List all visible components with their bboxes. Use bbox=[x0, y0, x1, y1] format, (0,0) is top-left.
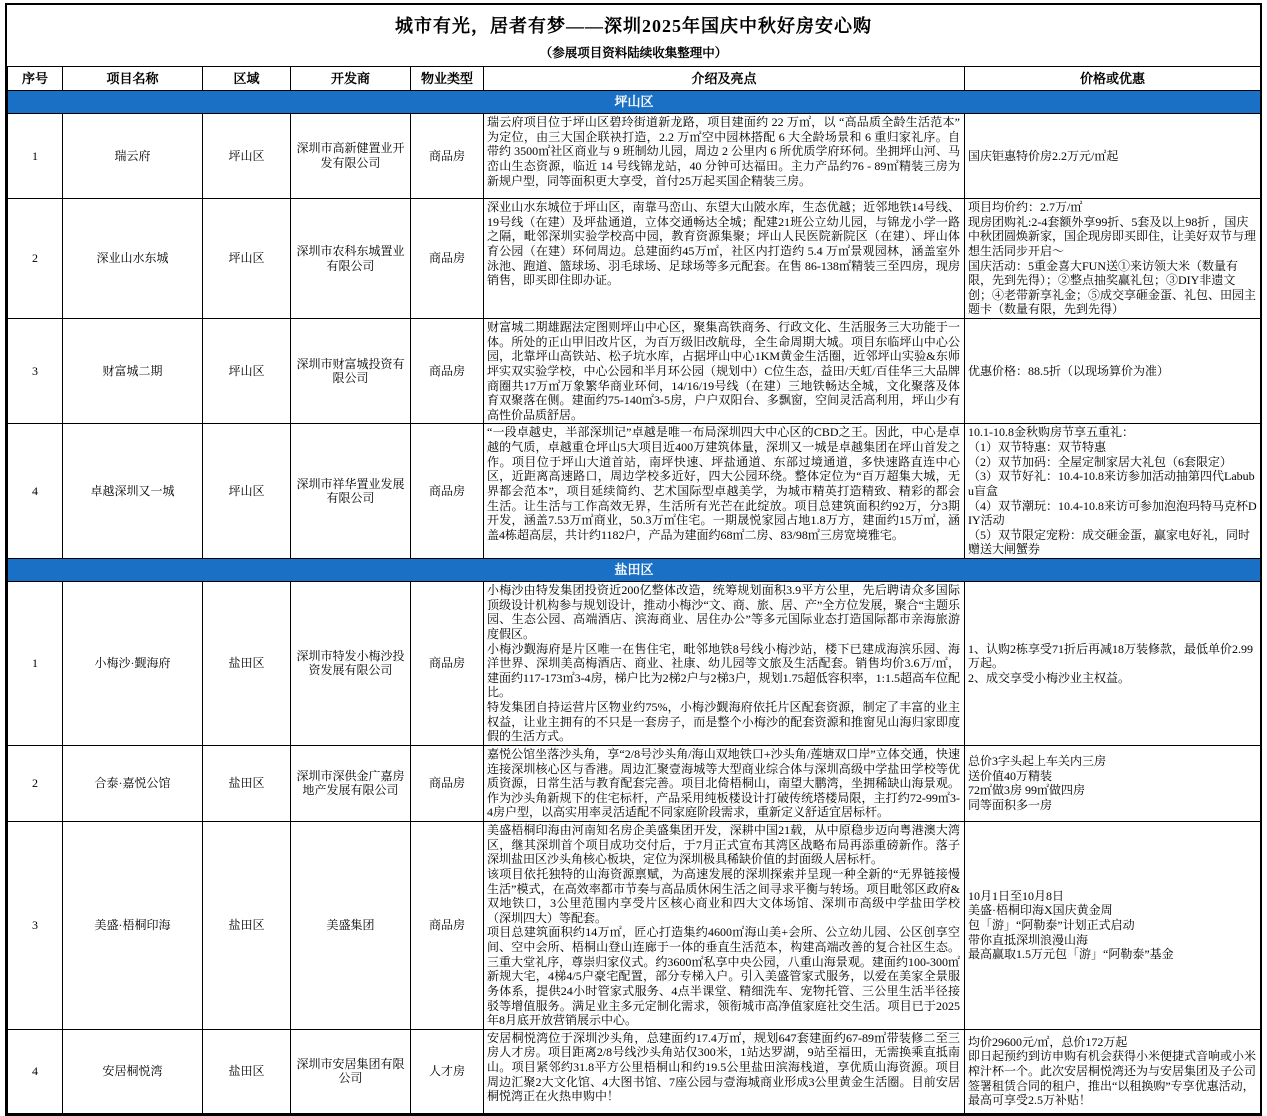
section-title: 盐田区 bbox=[8, 559, 1261, 582]
cell-no: 4 bbox=[8, 424, 63, 559]
cell-intro-paragraph: 深业山水东城位于坪山区，南靠马峦山、东望大山陂水库，生态优越；近邻地铁14号线、19号线（在建）及坪盐通道，立体交通畅达全城；配建21班公立幼儿园，与锦龙小学一路之隔，毗邻深圳实验学校高中园，教育资源集聚；坪山人民医院新院区（在建）、坪山体育公园（在建）环伺周边。总建面约45万㎡，社区内打造约 5.4 万㎡景观园林，涵盖室外泳池、跑道、篮球场、羽毛球场、足球场等多元配套。在售 86-138㎡精装三至四房，现房销售，即买即住即办证。 bbox=[487, 200, 960, 288]
cell-project: 财富城二期 bbox=[63, 319, 203, 424]
cell-project: 美盛·梧桐印海 bbox=[63, 822, 203, 1030]
cell-price-paragraph: 10月1日至10月8日 bbox=[968, 888, 1065, 903]
table-row bbox=[8, 822, 1261, 1030]
column-header-price: 价格或优惠 bbox=[965, 67, 1261, 91]
cell-intro-paragraph: 美盛梧桐印海由河南知名房企美盛集团开发，深耕中国21载，从中原稳步迈向粤港澳大湾区，继其深圳首个项目成功交付后，于7月正式宣布其湾区战略布局再添重磅新作。落子深圳盐田区沙头角核心板块，定位为深圳极具稀缺价值的封面级人居标杆。 bbox=[487, 823, 960, 867]
cell-price-paragraph: 现房团购礼:2-4套额外享99折、5套及以上98折 ，国庆中秋团圆焕新家，国企现房即买即住，让美好双节与理想生活同步开启～ bbox=[968, 214, 1257, 258]
cell-no: 1 bbox=[8, 114, 63, 199]
cell-type: 商品房 bbox=[411, 424, 484, 559]
cell-no: 4 bbox=[8, 1029, 63, 1113]
column-header-no: 序号 bbox=[8, 67, 63, 91]
cell-project: 瑞云府 bbox=[63, 114, 203, 199]
cell-price-paragraph: （5）双节限定宠粉：成交砸金蛋，赢家电好礼，同时赠送大闸蟹券 bbox=[968, 527, 1251, 557]
cell-district: 坪山区 bbox=[203, 199, 291, 319]
cell-developer: 深圳市祥华置业发展有限公司 bbox=[291, 424, 411, 559]
cell-intro bbox=[484, 424, 965, 559]
cell-price-paragraph: 送价值40万精装 bbox=[968, 768, 1053, 783]
cell-type: 商品房 bbox=[411, 319, 484, 424]
cell-price-paragraph: 10.1-10.8金秋购房节享五重礼： bbox=[968, 425, 1134, 440]
cell-price-paragraph: 项目均价约：2.7万/㎡ bbox=[968, 200, 1083, 214]
cell-price-paragraph: （2）双节加码：全屋定制家居大礼包（6套限定） bbox=[968, 454, 1233, 469]
cell-district: 盐田区 bbox=[203, 582, 291, 746]
table-row bbox=[8, 114, 1261, 199]
document-page bbox=[5, 3, 1262, 1116]
cell-price-paragraph: （4）双节潮玩：10.4-10.8来访可参加泡泡玛特马克杯DIY活动 bbox=[968, 498, 1257, 528]
cell-price-paragraph: （3）双节好礼：10.4-10.8来访参加活动抽第四代Labubu盲盒 bbox=[968, 469, 1255, 498]
cell-price bbox=[965, 582, 1261, 746]
cell-intro-paragraph: 项目总建筑面积约14万㎡，匠心打造集约4600㎡海山美+会所、公立幼儿园、公区创享空间、空中会所、梧桐山登山连廊于一体的垂直生活范本，构建高端改善的复合社区生态。三重大堂礼序，尊崇归家仪式。约3600㎡私享中央公园，八重山海景观。建面约100-300㎡新规大宅，4梯4/5户豪宅配置，部分专梯入户。引入美盛管家式服务，以爱在美家全景服务体系，提供24小时管家式服务、4点半课堂、精细洗车、宠物托管、三公里生活半径接驳等增值服务。满足业主多元定制化需求，领衔城市高净值家庭社交生活。项目已于2025年8月底开放营销展示中心。 bbox=[487, 925, 960, 1028]
cell-intro-paragraph: 该项目依托独特的山海资源禀赋，为高速发展的深圳探索并呈现一种全新的“无界链接慢生活”模式，在高效率都市节奏与高品质休闲生活之间寻求平衡与转场。项目毗邻区政府&双地铁口，3公里范围内享受片区核心商业和四大文体场馆、深圳市高级中学盐田学校（深圳四大）等配套。 bbox=[487, 866, 960, 925]
cell-price bbox=[965, 319, 1261, 424]
column-header-project: 项目名称 bbox=[63, 67, 203, 91]
cell-price-paragraph: 最高赢取1.5万元包「游」“阿勒泰”基金 bbox=[968, 947, 1174, 962]
page-title: 城市有光，居者有梦——深圳2025年国庆中秋好房安心购 bbox=[395, 16, 872, 36]
cell-intro bbox=[484, 745, 965, 821]
cell-type: 商品房 bbox=[411, 822, 484, 1030]
cell-project: 合泰·嘉悦公馆 bbox=[63, 745, 203, 821]
section-band bbox=[8, 91, 1261, 114]
cell-type: 商品房 bbox=[411, 114, 484, 199]
cell-price-paragraph: 美盛·梧桐印海X国庆黄金周 bbox=[968, 903, 1113, 918]
table-row bbox=[8, 319, 1261, 424]
cell-price-paragraph: 国庆活动：5重金喜大FUN送①来访领大米（数量有限，先到先得）；②整点抽奖赢礼包；③DIY非遗文创；④老带新享礼金；⑤成交享砸金蛋、礼包、田园主题卡（数量有限，先到先得） bbox=[968, 258, 1257, 317]
cell-no: 3 bbox=[8, 822, 63, 1030]
table-row bbox=[8, 582, 1261, 746]
cell-intro-paragraph: 财富城二期雄踞法定图则坪山中心区，聚集高铁商务、行政文化、生活服务三大功能于一体。所处的正山甲旧改片区，为百万级旧改航母，全生命周期大城。项目东临坪山中心公园，北靠坪山高铁站、松子坑水库，占据坪山中心1KM黄金生活圈，近邻坪山实验&东师坪实双实验学校，中心公园和半月环公园（规划中）C位生态，益田/天虹/百佳华三大品牌商圈共17万㎡万象繁华商业环伺，14/16/19号线（在建）三地铁畅达全城，文化聚落及体育双聚落在侧。建面约75-140㎡3-5房，户户双阳台、多飘窗，空间灵活高利用，坪山少有高性价品质舒居。 bbox=[487, 320, 960, 422]
cell-intro bbox=[484, 199, 965, 319]
cell-intro-paragraph: 嘉悦公馆坐落沙头角，享“2/8号沙头角/海山双地铁口+沙头角/莲塘双口岸”立体交通，快速连接深圳核心区与香港。周边汇聚壹海城等大型商业综合体与深圳高级中学盐田学校等优质资源，日常生活与教育配套完善。项目北倚梧桐山，南望大鹏湾，坐拥稀缺山海景观。作为沙头角新规下的住宅标杆，产品采用纯板楼设计打破传统塔楼局限，主打约72-99㎡3-4房户型，以高实用率灵活适配不同家庭阶段需求，重新定义舒适宜居标杆。 bbox=[487, 746, 960, 820]
cell-district: 盐田区 bbox=[203, 745, 291, 821]
cell-developer: 美盛集团 bbox=[291, 822, 411, 1030]
cell-no: 2 bbox=[8, 199, 63, 319]
cell-intro bbox=[484, 582, 965, 746]
cell-developer: 深圳市特发小梅沙投资发展有限公司 bbox=[291, 582, 411, 746]
cell-type: 人才房 bbox=[411, 1029, 484, 1113]
table-row bbox=[8, 745, 1261, 821]
cell-price-paragraph: 同等面积多一房 bbox=[968, 798, 1053, 813]
cell-price-paragraph: 优惠价格：88.5折（以现场算价为准） bbox=[968, 363, 1170, 378]
section-title: 坪山区 bbox=[8, 91, 1261, 114]
cell-price-paragraph: 即日起预约到访申购有机会获得小米便捷式音响或小米榨汁杯一个。此次安居桐悦湾还为与安居集团及子公司签署租赁合同的租户，推出“以租换购”专享优惠活动，最高可享受2.5万补贴！ bbox=[968, 1049, 1257, 1108]
column-header-intro: 介绍及亮点 bbox=[484, 67, 965, 91]
cell-no: 2 bbox=[8, 745, 63, 821]
table-row bbox=[8, 1029, 1261, 1113]
cell-intro bbox=[484, 114, 965, 199]
cell-type: 商品房 bbox=[411, 745, 484, 821]
cell-intro bbox=[484, 319, 965, 424]
table-row bbox=[8, 199, 1261, 319]
cell-price-paragraph: 总价3字头起上车关内三房 bbox=[968, 754, 1107, 769]
cell-price-paragraph: （1）双节特惠：双节特惠 bbox=[968, 440, 1107, 454]
section-band bbox=[8, 559, 1261, 582]
cell-developer: 深圳市深供金广嘉房地产发展有限公司 bbox=[291, 745, 411, 821]
cell-price-paragraph: 1、认购2栋享受71折后再减18万装修款，最低单价2.99万起。 bbox=[968, 641, 1254, 671]
cell-district: 盐田区 bbox=[203, 822, 291, 1030]
cell-district: 盐田区 bbox=[203, 1029, 291, 1113]
cell-price bbox=[965, 822, 1261, 1030]
cell-price bbox=[965, 1029, 1261, 1113]
column-header-district: 区域 bbox=[203, 67, 291, 91]
cell-developer: 深圳市农科东城置业有限公司 bbox=[291, 199, 411, 319]
cell-district: 坪山区 bbox=[203, 424, 291, 559]
cell-price bbox=[965, 114, 1261, 199]
cell-project: 安居桐悦湾 bbox=[63, 1029, 203, 1113]
cell-district: 坪山区 bbox=[203, 319, 291, 424]
cell-price bbox=[965, 745, 1261, 821]
cell-intro-paragraph: “一段卓越史，半部深圳记”卓越是唯一布局深圳四大中心区的CBD之王。因此，中心是卓越的气质，卓越重仓坪山5大项目近400万建筑体量，深圳又一城是卓越集团在坪山首发之作。项目位于坪山大道首站，南坪快速、坪盐通道、东部过境通道，多快速路直连中心区，近距离高速路口，周边学校多近好，四大公园环绕。整体定位为“百万超集大城，无界都会范本”，项目延续简约、艺术国际型卓越美学，为城市精英打造精致、精彩的都会生活。让生活与工作高效无界，生活所有光芒在此绽放。项目总建筑面积约92万，分3期开发，涵盖7.53万㎡商业，50.3万㎡住宅。一期晟悦家园占地1.8万方，建面约15万㎡，涵盖4栋超高层，共计约1182户，产品为建面约68㎡二房、83/98㎡三房宽境雅宅。 bbox=[487, 425, 960, 542]
cell-price bbox=[965, 424, 1261, 559]
cell-intro-paragraph: 瑞云府项目位于坪山区碧玲街道新龙路，项目建面约 22 万㎡，以 “高品质全龄生活范本” 为定位，由三大国企联袂打造，2.2 万㎡空中园林搭配 6 大全龄场景和 6 重归家礼序。自带约 3500㎡社区商业与 9 班制幼儿园，周边 2 公里内 6 所优质学府环伺。坐拥坪山河、马峦山生态资源，临近 14 号线锦龙站，40 分钟可达福田。主力产品约76 - 89㎡精装三房为新规户型，同等面积更大享受，首付25万起买国企精装三房。 bbox=[487, 115, 960, 188]
cell-type: 商品房 bbox=[411, 582, 484, 746]
table-row bbox=[8, 424, 1261, 559]
cell-developer: 深圳市高新健置业开发有限公司 bbox=[291, 114, 411, 199]
page-subtitle: （参展项目资料陆续收集整理中） bbox=[539, 46, 728, 60]
cell-district: 坪山区 bbox=[203, 114, 291, 199]
cell-price-paragraph: 72㎡做3房 99㎡做四房 bbox=[968, 783, 1086, 798]
cell-price-paragraph: 包「游」“阿勒泰”计划正式启动 bbox=[968, 918, 1135, 933]
cell-price-paragraph: 带你直抵深圳浪漫山海 bbox=[968, 932, 1089, 947]
cell-intro-paragraph: 安居桐悦湾位于深圳沙头角，总建面约17.4万㎡，规划647套建面约67-89㎡带装修二至三房人才房。项目距离2/8号线沙头角站仅300米，1站达罗湖，9站至福田，无需换乘直抵南山。项目紧邻约31.8平方公里梧桐山和约19.5公里盐田滨海栈道，享优质山海资源。项目周边汇聚2大文化馆、4大图书馆、7座公园与壹海城商业形成3公里黄金生活圈。目前安居桐悦湾正在火热申购中！ bbox=[487, 1030, 960, 1104]
cell-intro-paragraph: 小梅沙觐海府是片区唯一在售住宅，毗邻地铁8号线小梅沙站，楼下已建成海滨乐园、海洋世界、深圳美高梅酒店、商业、社康、幼儿园等文旅及生活配套。销售均价3.6万/㎡，建面约117-173㎡3-4房，梯户比为2梯2户与2梯3户，规划1.75超低容积率，1:1.5超高车位配比。 bbox=[487, 641, 960, 700]
header-row bbox=[8, 67, 1261, 91]
cell-developer: 深圳市安居集团有限公司 bbox=[291, 1029, 411, 1113]
title-block bbox=[7, 5, 1260, 66]
column-header-developer: 开发商 bbox=[291, 67, 411, 91]
column-header-type: 物业类型 bbox=[411, 67, 484, 91]
cell-project: 小梅沙·觐海府 bbox=[63, 582, 203, 746]
cell-price-paragraph: 均价29600元/㎡，总价172万起 bbox=[968, 1034, 1128, 1049]
projects-table bbox=[7, 66, 1261, 1114]
cell-no: 3 bbox=[8, 319, 63, 424]
cell-intro-paragraph: 特发集团自持运营片区物业约75%，小梅沙觐海府依托片区配套资源，制定了丰富的业主权益，让业主拥有的不只是一套房子，而是整个小梅沙的配套资源和推窗见山海归家即度假的生活方式。 bbox=[487, 700, 960, 744]
cell-no: 1 bbox=[8, 582, 63, 746]
cell-intro-paragraph: 小梅沙由特发集团投资近200亿整体改造，统筹规划面积3.9平方公里，先后聘请众多国际顶级设计机构参与规划设计，推动小梅沙“文、商、旅、居、产”全方位发展，聚合“主题乐园、生态公园、高端酒店、滨海商业、居住办公”等多元国际业态打造国际都市亲海旅游度假区。 bbox=[487, 583, 960, 641]
cell-price-paragraph: 国庆钜惠特价房2.2万元/㎡起 bbox=[968, 148, 1119, 163]
cell-price-paragraph: 2、成交享受小梅沙业主权益。 bbox=[968, 670, 1131, 685]
cell-project: 深业山水东城 bbox=[63, 199, 203, 319]
cell-intro bbox=[484, 822, 965, 1030]
cell-project: 卓越深圳又一城 bbox=[63, 424, 203, 559]
cell-price bbox=[965, 199, 1261, 319]
cell-type: 商品房 bbox=[411, 199, 484, 319]
cell-developer: 深圳市财富城投资有限公司 bbox=[291, 319, 411, 424]
cell-intro bbox=[484, 1029, 965, 1113]
